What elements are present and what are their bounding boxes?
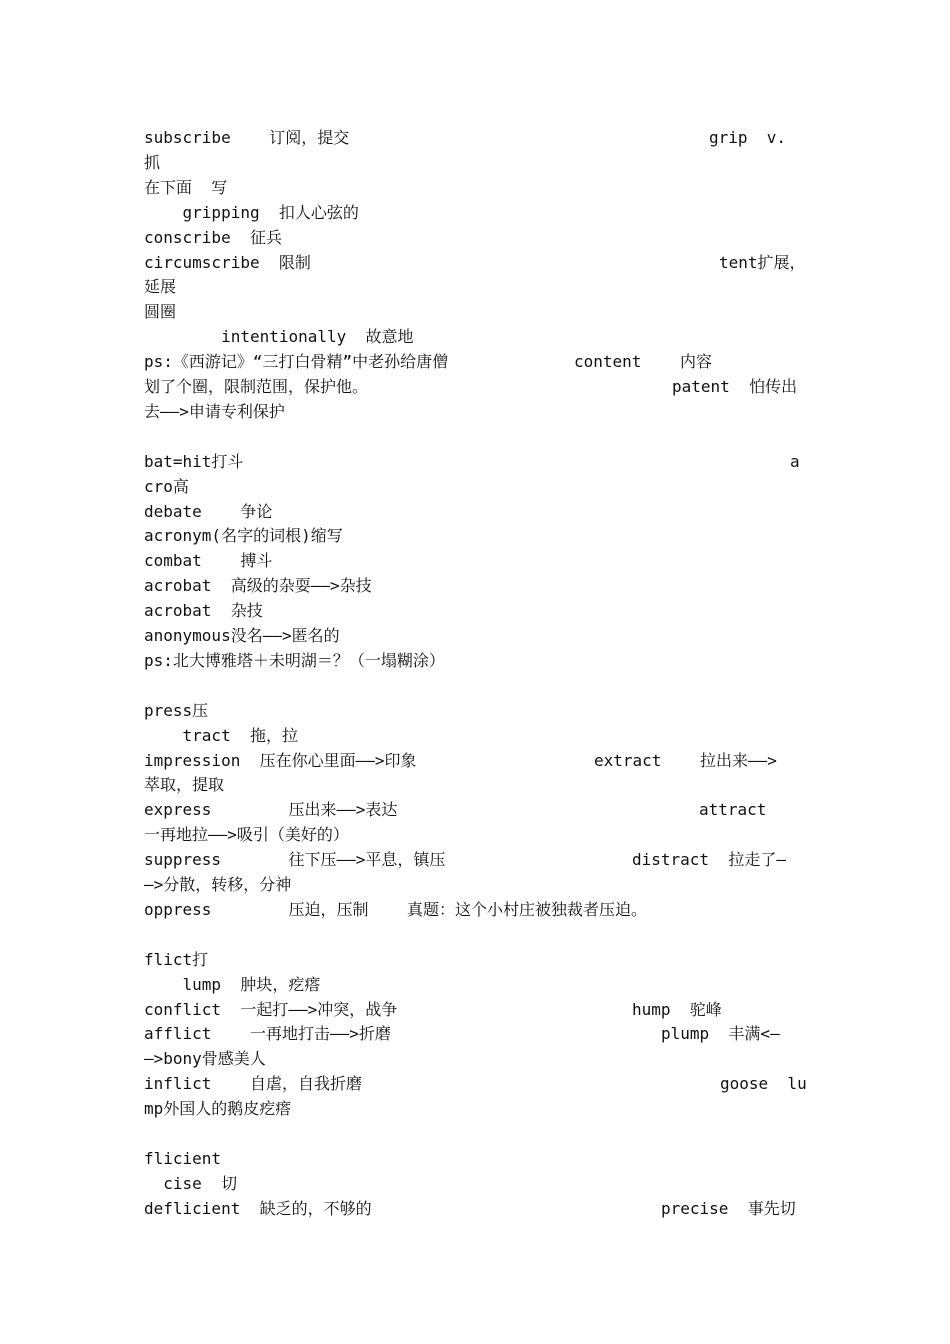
line-text-segment: —>分散，转移，分神: [144, 875, 292, 894]
text-line: [144, 797, 808, 822]
text-line: [144, 250, 808, 275]
line-text-segment: mp外国人的鹅皮疙瘩: [144, 1099, 292, 1119]
line-text-segment: plump 丰满<—: [661, 1024, 780, 1044]
text-line: [144, 349, 808, 374]
line-text-segment: 划了个圈，限制范围，保护他。: [144, 377, 369, 396]
line-text-segment: content 内容: [574, 352, 712, 372]
line-text-segment: patent 怕传出: [672, 377, 798, 396]
text-line: [144, 1171, 808, 1196]
text-line: [144, 150, 808, 175]
line-text-segment: express 压出来——>表达: [144, 800, 398, 820]
text-line: [144, 772, 808, 797]
line-text-segment: 在下面 写: [144, 177, 228, 197]
line-text-segment: press压: [144, 700, 209, 720]
line-text-segment: bat=hit打斗: [144, 451, 244, 471]
text-line: [144, 748, 808, 773]
text-line: [144, 548, 808, 573]
text-line: [144, 324, 808, 349]
line-text-segment: 延展: [144, 277, 177, 297]
line-text-segment: ps:北大博雅塔＋未明湖＝？（一塌糊涂）: [144, 650, 445, 670]
text-line: [144, 1121, 808, 1146]
line-text-segment: flicient: [144, 1148, 222, 1168]
text-line: [144, 274, 808, 299]
line-text-segment: attract: [699, 800, 767, 820]
text-line: [144, 225, 808, 250]
text-line: [144, 897, 808, 922]
text-line: [144, 922, 808, 947]
line-text-segment: afflict 一再地打击——>折磨: [144, 1024, 391, 1044]
text-line: [144, 499, 808, 524]
text-line: [144, 1196, 808, 1221]
text-line: [144, 523, 808, 548]
text-line: [144, 399, 808, 424]
line-text-segment: inflict 自虐，自我折磨: [144, 1074, 362, 1094]
line-text-segment: distract 拉走了—: [632, 850, 786, 870]
text-line: [144, 623, 808, 648]
text-line: [144, 997, 808, 1022]
text-line: [144, 598, 808, 623]
text-line: [144, 449, 808, 474]
line-text-segment: intentionally 故意地: [144, 327, 414, 347]
line-text-segment: lump 肿块，疙瘩: [144, 974, 321, 994]
line-text-segment: suppress 往下压——>平息，镇压: [144, 850, 446, 870]
line-text-segment: 萃取，提取: [144, 775, 225, 795]
line-text-segment: subscribe 订阅，提交: [144, 128, 350, 147]
line-text-segment: acrobat 杂技: [144, 601, 263, 621]
line-text-segment: hump 驼峰: [632, 999, 722, 1019]
text-line: [144, 175, 808, 200]
line-text-segment: cro高: [144, 476, 189, 496]
text-line: [144, 1071, 808, 1096]
line-text-segment: 去——>申请专利保护: [144, 401, 285, 421]
line-text-segment: impression 压在你心里面——>印象: [144, 750, 417, 770]
line-text-segment: grip v.: [709, 128, 787, 147]
text-line: [144, 125, 808, 150]
text-line: [144, 822, 808, 847]
line-text-segment: a: [790, 451, 800, 471]
text-line: [144, 299, 808, 324]
line-text-segment: ps:《西游记》“三打白骨精”中老孙给唐僧: [144, 352, 449, 372]
line-text-segment: conflict 一起打——>冲突，战争: [144, 999, 398, 1019]
line-text-segment: acronym(名字的词根)缩写: [144, 526, 343, 546]
line-text-segment: precise 事先切: [661, 1198, 796, 1218]
text-line: [144, 872, 808, 897]
line-text-segment: tract 拖，拉: [144, 725, 298, 745]
text-line: [144, 847, 808, 872]
line-text-segment: cise 切: [144, 1173, 238, 1193]
text-line: [144, 972, 808, 997]
line-text-segment: flict打: [144, 949, 209, 969]
text-line: [144, 648, 808, 673]
text-line: [144, 200, 808, 225]
text-line: [144, 947, 808, 972]
text-line: [144, 474, 808, 499]
line-text-segment: debate 争论: [144, 501, 273, 521]
text-line: [144, 1046, 808, 1071]
text-line: [144, 723, 808, 748]
line-text-segment: goose lu: [720, 1074, 807, 1094]
line-text-segment: combat 搏斗: [144, 551, 273, 571]
line-text-segment: gripping 扣人心弦的: [144, 202, 359, 222]
line-text-segment: deflicient 缺乏的，不够的: [144, 1198, 372, 1218]
line-text-segment: tent扩展，: [719, 252, 806, 272]
text-line: [144, 673, 808, 698]
line-text-segment: 一再地拉——>吸引（美好的）: [144, 825, 349, 845]
text-line: [144, 573, 808, 598]
text-line: [144, 1146, 808, 1171]
text-line: [144, 1096, 808, 1121]
line-text-segment: anonymous没名——>匿名的: [144, 626, 340, 645]
line-text-segment: 圆圈: [144, 302, 177, 322]
line-text-segment: extract 拉出来——>: [594, 750, 777, 770]
line-text-segment: circumscribe 限制: [144, 252, 311, 272]
text-line: [144, 698, 808, 723]
line-text-segment: 抓: [144, 152, 161, 172]
line-text-segment: —>bony骨感美人: [144, 1049, 266, 1069]
line-text-segment: acrobat 高级的杂耍——>杂技: [144, 576, 372, 596]
line-text-segment: conscribe 征兵: [144, 227, 282, 247]
text-line: [144, 424, 808, 449]
text-line: [144, 1021, 808, 1046]
text-line: [144, 374, 808, 399]
line-text-segment: oppress 压迫，压制 真题：这个小村庄被独裁者压迫。: [144, 899, 648, 919]
